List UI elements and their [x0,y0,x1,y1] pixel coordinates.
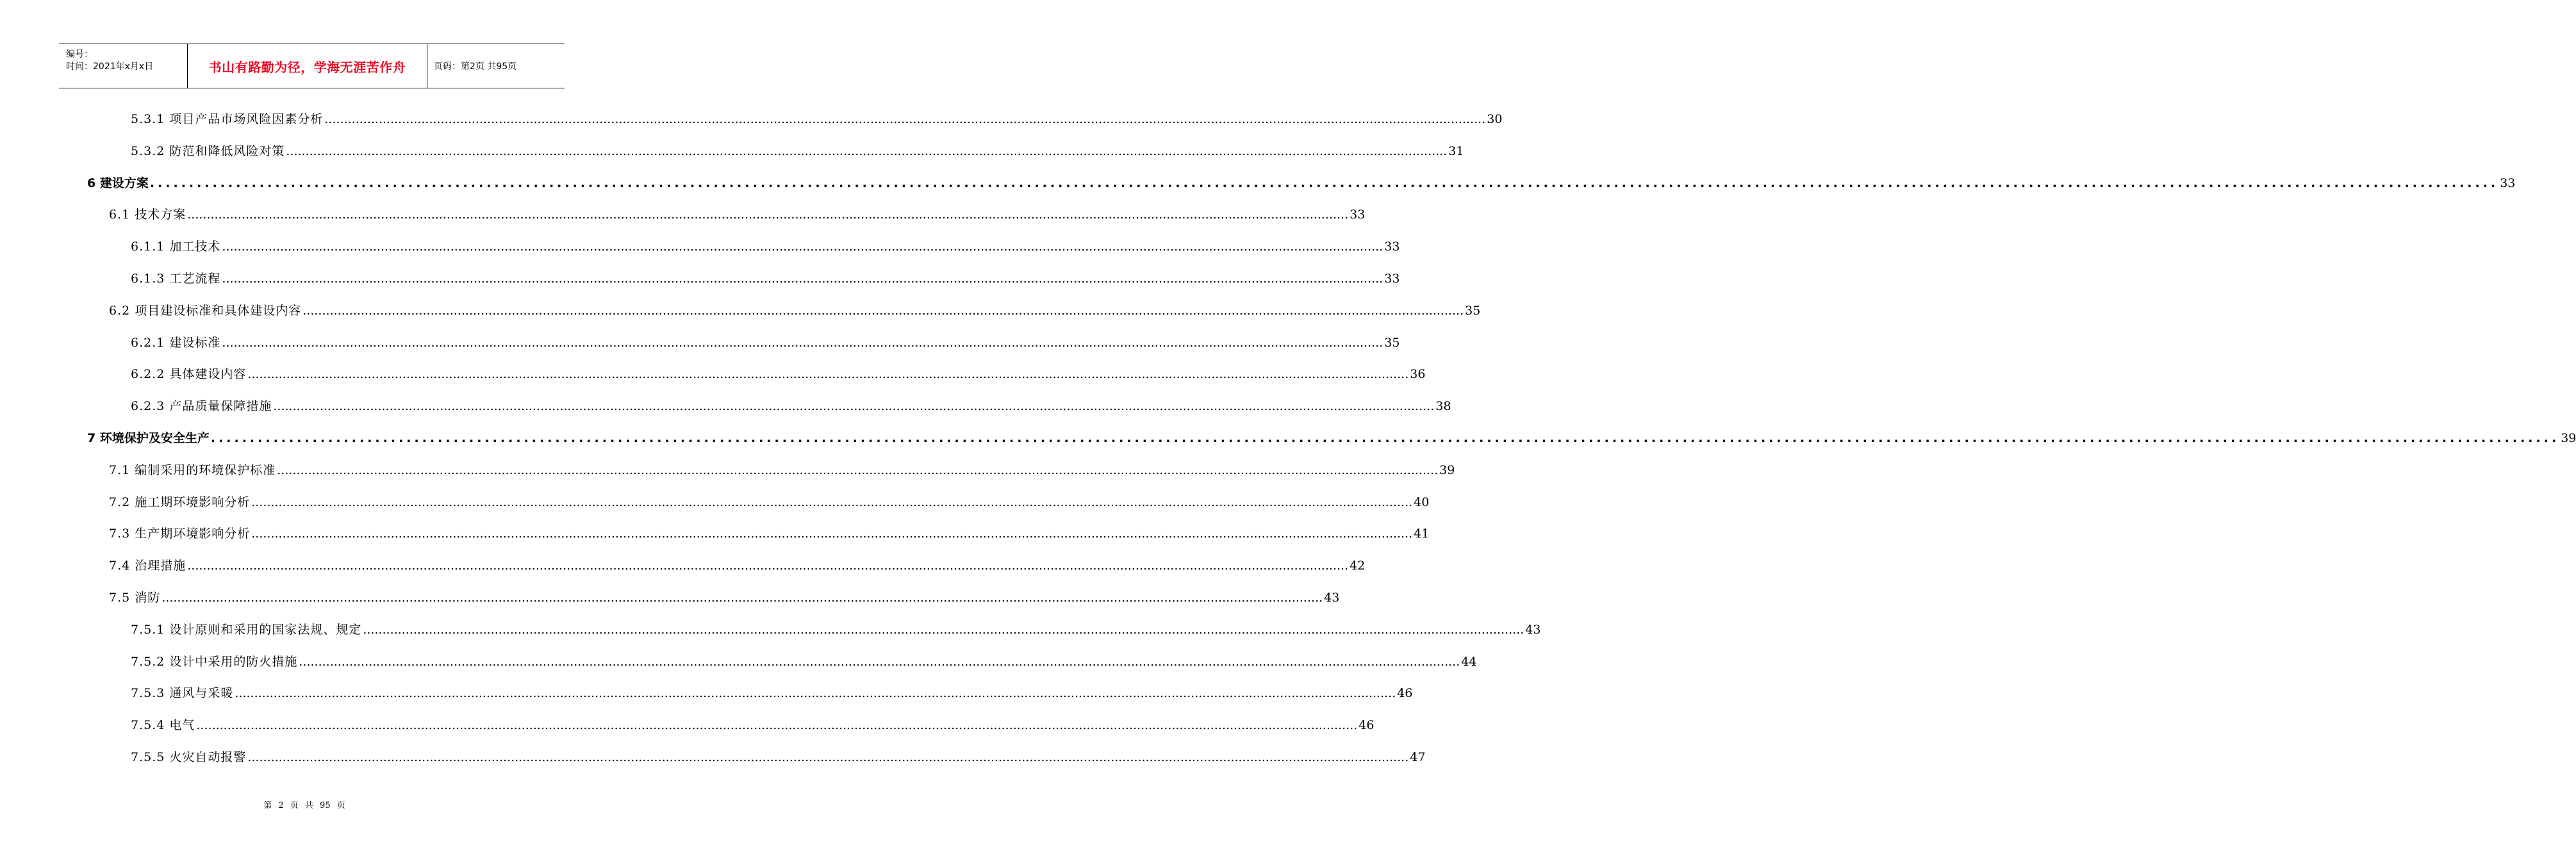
toc-entry[interactable] [109,462,1455,479]
toc-entry-title: 6.1.1 加工技术 [131,240,221,254]
toc-page-number: 46 [1358,718,1375,732]
toc-page-number: 42 [1350,559,1366,573]
toc-dot-leader: ............................................................................................................................................................................................................................................................................................................ [251,495,1413,509]
toc-entry[interactable] [131,111,1503,127]
toc-entry[interactable] [109,494,1430,511]
toc-page-number: 40 [1414,495,1430,509]
toc-entry-title: 7.1 编制采用的环境保护标准 [109,463,276,477]
toc-page-number: 33 [2500,176,2516,190]
toc-entry[interactable] [131,717,1375,734]
toc-page-number: 46 [1397,686,1413,700]
toc-page-number: 39 [1439,463,1455,477]
toc-dot-leader: ............................................................................................................................................................................................................................................................................................................ [161,591,1323,605]
toc-entry-title: 7.5.4 电气 [131,718,195,732]
toc-entry[interactable] [109,206,1366,223]
toc-page-number: 39 [2561,431,2576,445]
toc-page-number: 33 [1384,272,1400,286]
toc-dot-leader: ............................................................................................................................................................................................................................................................................................................ [277,463,1439,477]
toc-page-number: 36 [1410,367,1426,381]
toc-entry-title: 6.2.3 产品质量保障措施 [131,399,272,413]
toc-page-number: 44 [1461,655,1477,669]
toc-entry-title: 6.1 技术方案 [109,208,186,222]
toc-entry-title: 7.2 施工期环境影响分析 [109,495,251,509]
header-motto: 书山有路勤为径，学海无涯苦作舟 [188,44,427,88]
toc-entry[interactable] [109,525,1430,542]
toc-page-number: 43 [1525,623,1541,637]
toc-entry[interactable] [131,143,1464,160]
toc-dot-leader: ............................................................................................................................................................................................................................................................................................................ [299,655,1460,669]
document-time-label: 时间：2021年x月x日 [66,62,154,72]
toc-entry-title: 5.3.2 防范和降低风险对策 [131,144,285,158]
toc-dot-leader: ............................................................................................................................................................................................................................................................................................................ [286,144,1448,158]
toc-entry[interactable] [87,430,2576,447]
toc-dot-leader: ............................................................................................................................................................................................................................................................................................................ [324,112,1486,126]
toc-entry-title: 6.2 项目建设标准和具体建设内容 [109,304,302,318]
toc-entry-title: 6.2.1 建设标准 [131,336,221,350]
toc-dot-leader: ............................................................................................................................................................................................................................................................................................................ [149,176,2499,190]
document-number-label: 编号： [66,49,93,60]
toc-dot-leader: ............................................................................................................................................................................................................................................................................................................ [235,686,1396,700]
toc-entry[interactable] [131,238,1400,255]
toc-dot-leader: ............................................................................................................................................................................................................................................................................................................ [187,559,1349,573]
toc-entry[interactable] [131,334,1400,351]
toc-entry-title: 6.1.3 工艺流程 [131,272,221,286]
toc-dot-leader: ............................................................................................................................................................................................................................................................................................................ [273,399,1435,413]
toc-entry-title: 7.4 治理措施 [109,559,186,573]
toc-entry[interactable] [131,685,1413,701]
toc-entry[interactable] [131,749,1426,766]
toc-dot-leader: ............................................................................................................................................................................................................................................................................................................ [210,431,2560,445]
toc-entry[interactable] [131,366,1426,382]
toc-entry-title: 7.5.2 设计中采用的防火措施 [131,655,298,669]
toc-entry[interactable] [109,557,1366,574]
toc-entry-title: 7 环境保护及安全生产 [87,431,210,445]
toc-page-number: 33 [1350,208,1366,222]
toc-entry-title: 6 建设方案 [87,176,149,190]
toc-page-number: 47 [1410,750,1426,764]
toc-entry-title: 5.3.1 项目产品市场风险因素分析 [131,112,324,126]
header-meta-cell [59,44,188,88]
toc-dot-leader: ............................................................................................................................................................................................................................................................................................................ [222,240,1383,254]
toc-entry[interactable] [87,175,2516,192]
page-header [59,44,565,88]
toc-entry-title: 7.3 生产期环境影响分析 [109,527,251,541]
toc-entry[interactable] [131,398,1451,414]
toc-entry[interactable] [109,302,1481,319]
toc-entry-title: 7.5.1 设计原则和采用的国家法规、规定 [131,623,362,637]
toc-page-number: 31 [1448,144,1464,158]
toc-entry[interactable] [131,621,1541,638]
toc-page-number: 35 [1465,304,1481,318]
toc-dot-leader: ............................................................................................................................................................................................................................................................................................................ [222,272,1383,286]
toc-page-number: 35 [1384,336,1400,350]
toc-dot-leader: ............................................................................................................................................................................................................................................................................................................ [251,527,1413,541]
toc-entry-title: 7.5.3 通风与采暖 [131,686,234,700]
toc-dot-leader: ............................................................................................................................................................................................................................................................................................................ [363,623,1524,637]
toc-dot-leader: ............................................................................................................................................................................................................................................................................................................ [247,750,1409,764]
toc-page-number: 33 [1384,240,1400,254]
toc-entry-title: 7.5 消防 [109,591,161,605]
toc-entry-title: 6.2.2 具体建设内容 [131,367,247,381]
toc-page-number: 41 [1414,527,1430,541]
toc-dot-leader: ............................................................................................................................................................................................................................................................................................................ [187,208,1349,222]
toc-dot-leader: ............................................................................................................................................................................................................................................................................................................ [247,367,1409,381]
toc-dot-leader: ............................................................................................................................................................................................................................................................................................................ [222,336,1383,350]
toc-entry[interactable] [131,653,1477,670]
toc-dot-leader: ............................................................................................................................................................................................................................................................................................................ [302,304,1464,318]
toc-entry-title: 7.5.5 火灾自动报警 [131,750,247,764]
toc-entry[interactable] [131,270,1400,287]
toc-page-number: 38 [1435,399,1451,413]
toc-page-number: 30 [1487,112,1503,126]
toc-entry[interactable] [109,589,1340,606]
toc-dot-leader: ............................................................................................................................................................................................................................................................................................................ [196,718,1358,732]
header-page-info: 页码：第2页 共95页 [434,62,517,72]
page-footer: 第 2 页 共 95 页 [263,801,345,810]
toc-page-number: 43 [1324,591,1340,605]
